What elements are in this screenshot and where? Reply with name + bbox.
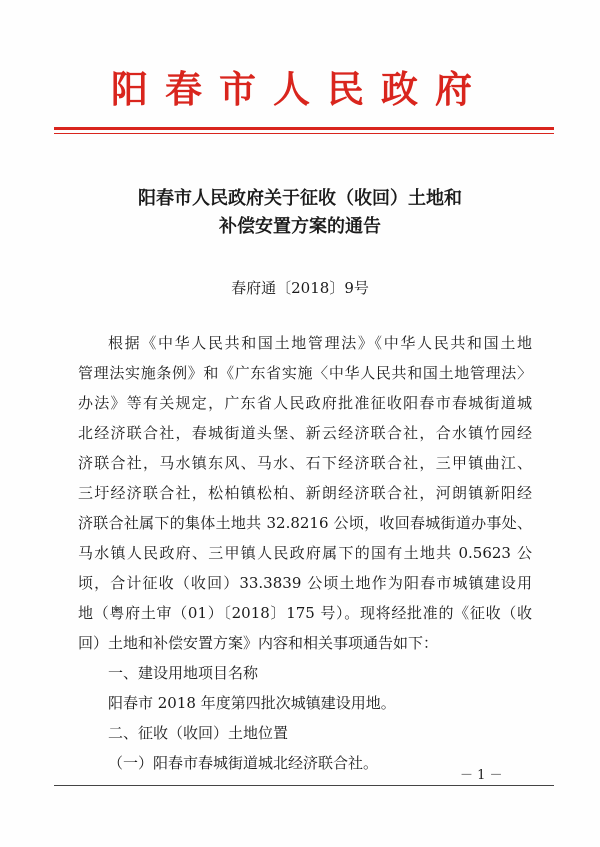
body-line: 回）土地和补偿安置方案》内容和相关事项通告如下： <box>78 634 439 652</box>
header-red-rule-thin <box>54 133 554 134</box>
body-line: 济联合社，马水镇东风、马水、石下经济联合社，三甲镇曲江、 <box>78 454 532 472</box>
body-line: 根据《中华人民共和国土地管理法》《中华人民共和国土地 <box>108 334 532 352</box>
document-title-line-1: 阳春市人民政府关于征收（收回）土地和 <box>138 188 462 209</box>
body-line: 顷，合计征收（收回）33.3839 公顷土地作为阳春市城镇建设用 <box>78 574 532 592</box>
document-title-line-2: 补偿安置方案的通告 <box>219 216 381 237</box>
page-number: － 1 － <box>460 768 503 783</box>
body-line: 管理法实施条例》和《广东省实施〈中华人民共和国土地管理法〉 <box>78 364 532 382</box>
section-heading: 一、建设用地项目名称 <box>108 664 259 682</box>
section-heading: 二、征收（收回）土地位置 <box>108 724 289 742</box>
body-line: 济联合社属下的集体土地共 32.8216 公顷，收回春城街道办事处、 <box>78 514 532 532</box>
body-line: 北经济联合社，春城街道头堡、新云经济联合社，合水镇竹园经 <box>78 424 532 442</box>
header-red-rule-thick <box>54 127 554 130</box>
body-line: 阳春市 2018 年度第四批次城镇建设用地。 <box>108 694 396 712</box>
body-line: 三圩经济联合社，松柏镇松柏、新朗经济联合社，河朗镇新阳经 <box>78 484 532 502</box>
issuing-authority-header: 阳春市人民政府 <box>111 67 489 111</box>
body-line: （一）阳春市春城街道城北经济联合社。 <box>108 754 379 772</box>
footer-rule <box>54 785 554 786</box>
body-line: 马水镇人民政府、三甲镇人民政府属下的国有土地共 0.5623 公 <box>78 544 532 562</box>
document-number: 春府通〔2018〕9号 <box>231 279 369 297</box>
body-line: 办法》等有关规定，广东省人民政府批准征收阳春市春城街道城 <box>78 394 532 412</box>
body-line: 地（粤府土审（01）〔2018〕175 号）。现将经批准的《征收（收 <box>78 604 532 622</box>
